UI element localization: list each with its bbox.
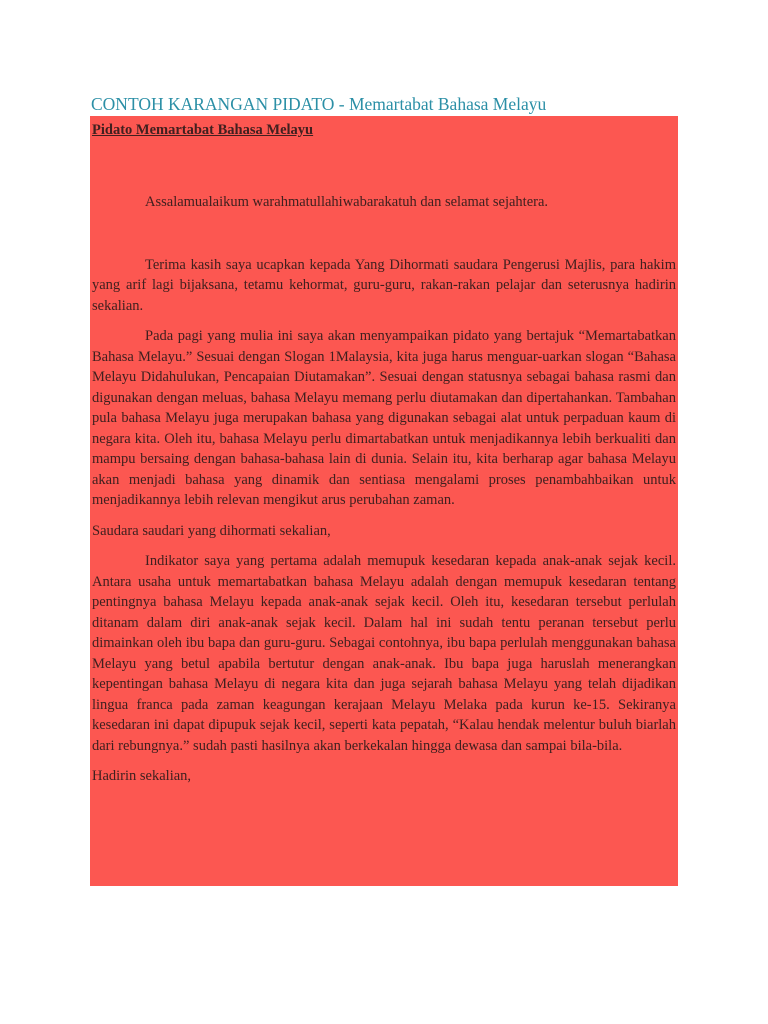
intro-paragraph: Pada pagi yang mulia ini saya akan menyampaikan pidato yang bertajuk “Memartabatkan Bahasa Melayu.” Sesuai dengan Slogan 1Malaysia, kita juga harus menguar-uarkan slogan “Bahasa Melayu Didahulukan, Pencapaian Diutamakan”. Sesuai dengan statusnya sebagai bahasa rasmi dan digunakan dengan meluas, bahasa Melayu memang perlu diutamakan dan dipertahankan. Tambahan pula bahasa Melayu juga merupakan bahasa yang digunakan sebagai alat untuk perpaduan kaum di negara kita. Oleh itu, bahasa Melayu perlu dimartabatkan untuk menjadikannya lebih berkualiti dan mampu bersaing dengan bahasa-bahasa lain di dunia. Selain itu, kita berharap agar bahasa Melayu akan menjadi bahasa yang dinamik dan sentiasa mengalami proses penambahbaikan untuk menjadikannya lebih relevan mengikut arus perubahan zaman.: [92, 328, 676, 508]
greeting-paragraph: Assalamualaikum warahmatullahiwabarakatuh dan selamat sejahtera.: [145, 194, 549, 210]
speech-heading: Pidato Memartabat Bahasa Melayu: [92, 122, 314, 138]
highlighted-speech-block: [90, 116, 678, 886]
audience-address-paragraph: Hadirin sekalian,: [92, 768, 192, 784]
document-title: CONTOH KARANGAN PIDATO - Memartabat Bahasa Melayu: [91, 94, 547, 114]
salutation-paragraph: Saudara saudari yang dihormati sekalian,: [92, 522, 331, 539]
first-point-paragraph: Indikator saya yang pertama adalah memupuk kesedaran kepada anak-anak sejak kecil. Antara usaha untuk memartabatkan bahasa Melayu adalah dengan memupuk kesedaran tentang pentingnya bahasa Melayu kepada anak-anak sejak kecil. Oleh itu, kesedaran tersebut perlulah ditanam dalam diri anak-anak sejak kecil. Dalam hal ini sudah tentu peranan tersebut perlu dimainkan oleh ibu bapa dan guru-guru. Sebagai contohnya, ibu bapa perlulah menggunakan bahasa Melayu yang betul apabila bertutur dengan anak-anak. Ibu bapa juga haruslah menerangkan kepentingan bahasa Melayu di negara kita dan juga sejarah bahasa Melayu yang telah dijadikan lingua franca pada zaman keagungan kerajaan Melayu Melaka pada kurun ke-15. Sekiranya kesedaran ini dapat dipupuk sejak kecil, seperti kata pepatah, “Kalau hendak melentur buluh biarlah dari rebungnya.” sudah pasti hasilnya akan berkekalan hingga dewasa dan sampai bila-bila.: [92, 553, 676, 754]
thanks-paragraph: Terima kasih saya ucapkan kepada Yang Dihormati saudara Pengerusi Majlis, para hakim yang arif lagi bijaksana, tetamu kehormat, guru-guru, rakan-rakan pelajar dan seterusnya hadirin sekalian.: [92, 256, 676, 314]
